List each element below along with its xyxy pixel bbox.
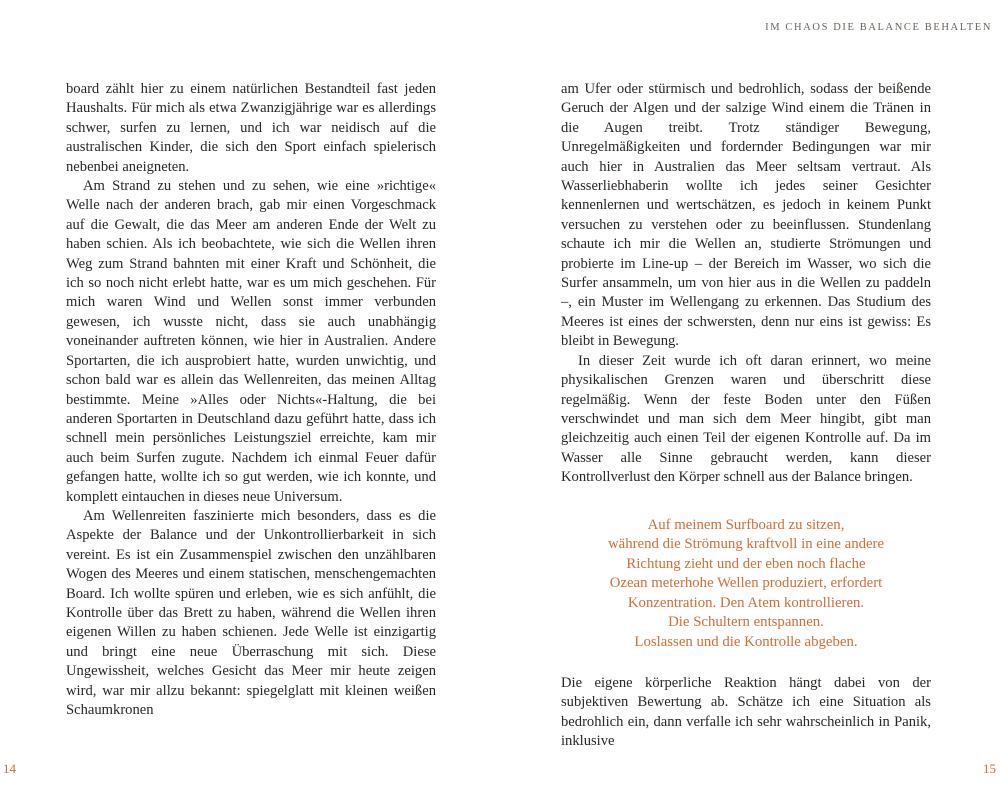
right-paragraph-1: am Ufer oder stürmisch und bedrohlich, sodass der beißende Geruch der Algen und der salzige Wind einem die Tränen in die Augen treibt. Trotz ständiger Bewegung, Unregelmäßigkeiten und fordernder Bedingungen war mir auch hier in Australien das Meer seltsam vertraut. Als Wasserliebhaberin wollte ich jedes seiner Gesichter kennenlernen und wertschätzen, es jedoch in keinem Punkt versuchen zu verstehen oder zu beeinflussen. Stundenlang schaute ich mir die Wellen an, studierte Strömungen und probierte im Line-up – der Bereich im Wasser, wo sich die Surfer ansammeln, um von hier aus in die Wellen zu paddeln –, ein Muster im Wellengang zu erkennen. Das Studium des Meeres ist eines der schwersten, denn nur eins ist gewiss: Es bleibt in Bewegung. bbox=[561, 81, 931, 350]
running-head: IM CHAOS DIE BALANCE BEHALTEN bbox=[765, 22, 992, 33]
quote-line: Ozean meterhohe Wellen produziert, erfordert bbox=[609, 575, 883, 592]
left-paragraph-3: Am Wellenreiten faszinierte mich besonders, dass es die Aspekte der Balance und der Unkontrollierbarkeit in sich vereint. Es ist ein Zusammenspiel zwischen den unzählbaren Wogen des Meeres und einem statischen, menschengemachten Board. Ich wollte spüren und erleben, wie es sich anfühlt, die Kontrolle über das Brett zu haben, während die Wellen ihren eigenen Willen zu haben schienen. Jede Welle ist einzigartig und bringt eine neue Überraschung mit sich. Diese Ungewissheit, welches Gesicht das Meer mir heute zeigen wird, war mir allzu bekannt: spiegelglatt mit kleinen weißen Schaumkronen bbox=[66, 507, 436, 718]
quote-line: Loslassen und die Kontrolle abgeben. bbox=[634, 633, 858, 650]
right-paragraph-2: In dieser Zeit wurde ich oft daran erinnert, wo meine physikalischen Grenzen waren und überschritt diese regelmäßig. Wenn der feste Boden unter den Füßen verschwindet und man sich dem Meer hingibt, gibt man gleichzeitig auch einen Teil der eigenen Kontrolle auf. Da im Wasser alle Sinne gebraucht werden, kann dieser Kontrollverlust den Körper schnell aus der Balance bringen. bbox=[561, 352, 931, 486]
quote-line: während die Strömung kraftvoll in eine andere bbox=[607, 536, 885, 553]
quote-line: Auf meinem Surfboard zu sitzen, bbox=[647, 516, 845, 533]
right-paragraph-3: Die eigene körperliche Reaktion hängt dabei von der subjektiven Bewertung ab. Schätze ich eine Situation als bedrohlich ein, dann verfalle ich sehr wahrscheinlich in Panik, inklusive bbox=[561, 675, 931, 750]
quote-line: Konzentration. Den Atem kontrollieren. bbox=[627, 594, 865, 611]
left-paragraph-2: Am Strand zu stehen und zu sehen, wie eine »richtige« Welle nach der anderen brach, gab mir einen Vorgeschmack auf die Gewalt, die das Meer am anderen Ende der Welt zu haben schien. Als ich beobachtete, wie sich die Wellen ihren Weg zum Strand bahnten mit einer Kraft und Schönheit, die ich so noch nicht erlebt hatte, war es um mich geschehen. Für mich waren Wind und Wellen sonst immer verbunden gewesen, ich wusste nicht, dass sie auch unabhängig voneinander auftreten können, wie hier in Australien. Andere Sportarten, die ich ausprobiert hatte, wurden unwichtig, und schon bald war es allein das Wellenreiten, das meinen Alltag bestimmte. Meine »Alles oder Nichts«-Haltung, die bei anderen Sportarten in Deutschland dazu geführt hatte, dass ich schnell mein persönliches Leistungsziel erreichte, kam mir auch beim Surfen zugute. Nachdem ich einmal Feuer dafür gefangen hatte, wollte ich so gut werden, wie ich konnte, und komplett eintauchen in dieses neue Universum. bbox=[66, 178, 436, 505]
quote-line: Richtung zieht und der eben noch flache bbox=[626, 555, 866, 572]
left-paragraph-1: board zählt hier zu einem natürlichen Bestandteil fast jeden Haushalts. Für mich als etwa Zwanzigjährige war es allerdings schwer, surfen zu lernen, und ich war neidisch auf die australischen Kinder, die sich den Sport einfach spielerisch nebenbei aneigneten. bbox=[66, 81, 436, 175]
page-number-right: 15 bbox=[983, 761, 996, 776]
left-page-column bbox=[66, 80, 436, 720]
page-number-left: 14 bbox=[3, 761, 16, 776]
quote-line: Die Schultern entspannen. bbox=[668, 614, 824, 631]
right-page-column bbox=[561, 80, 931, 752]
pull-quote bbox=[561, 516, 931, 653]
